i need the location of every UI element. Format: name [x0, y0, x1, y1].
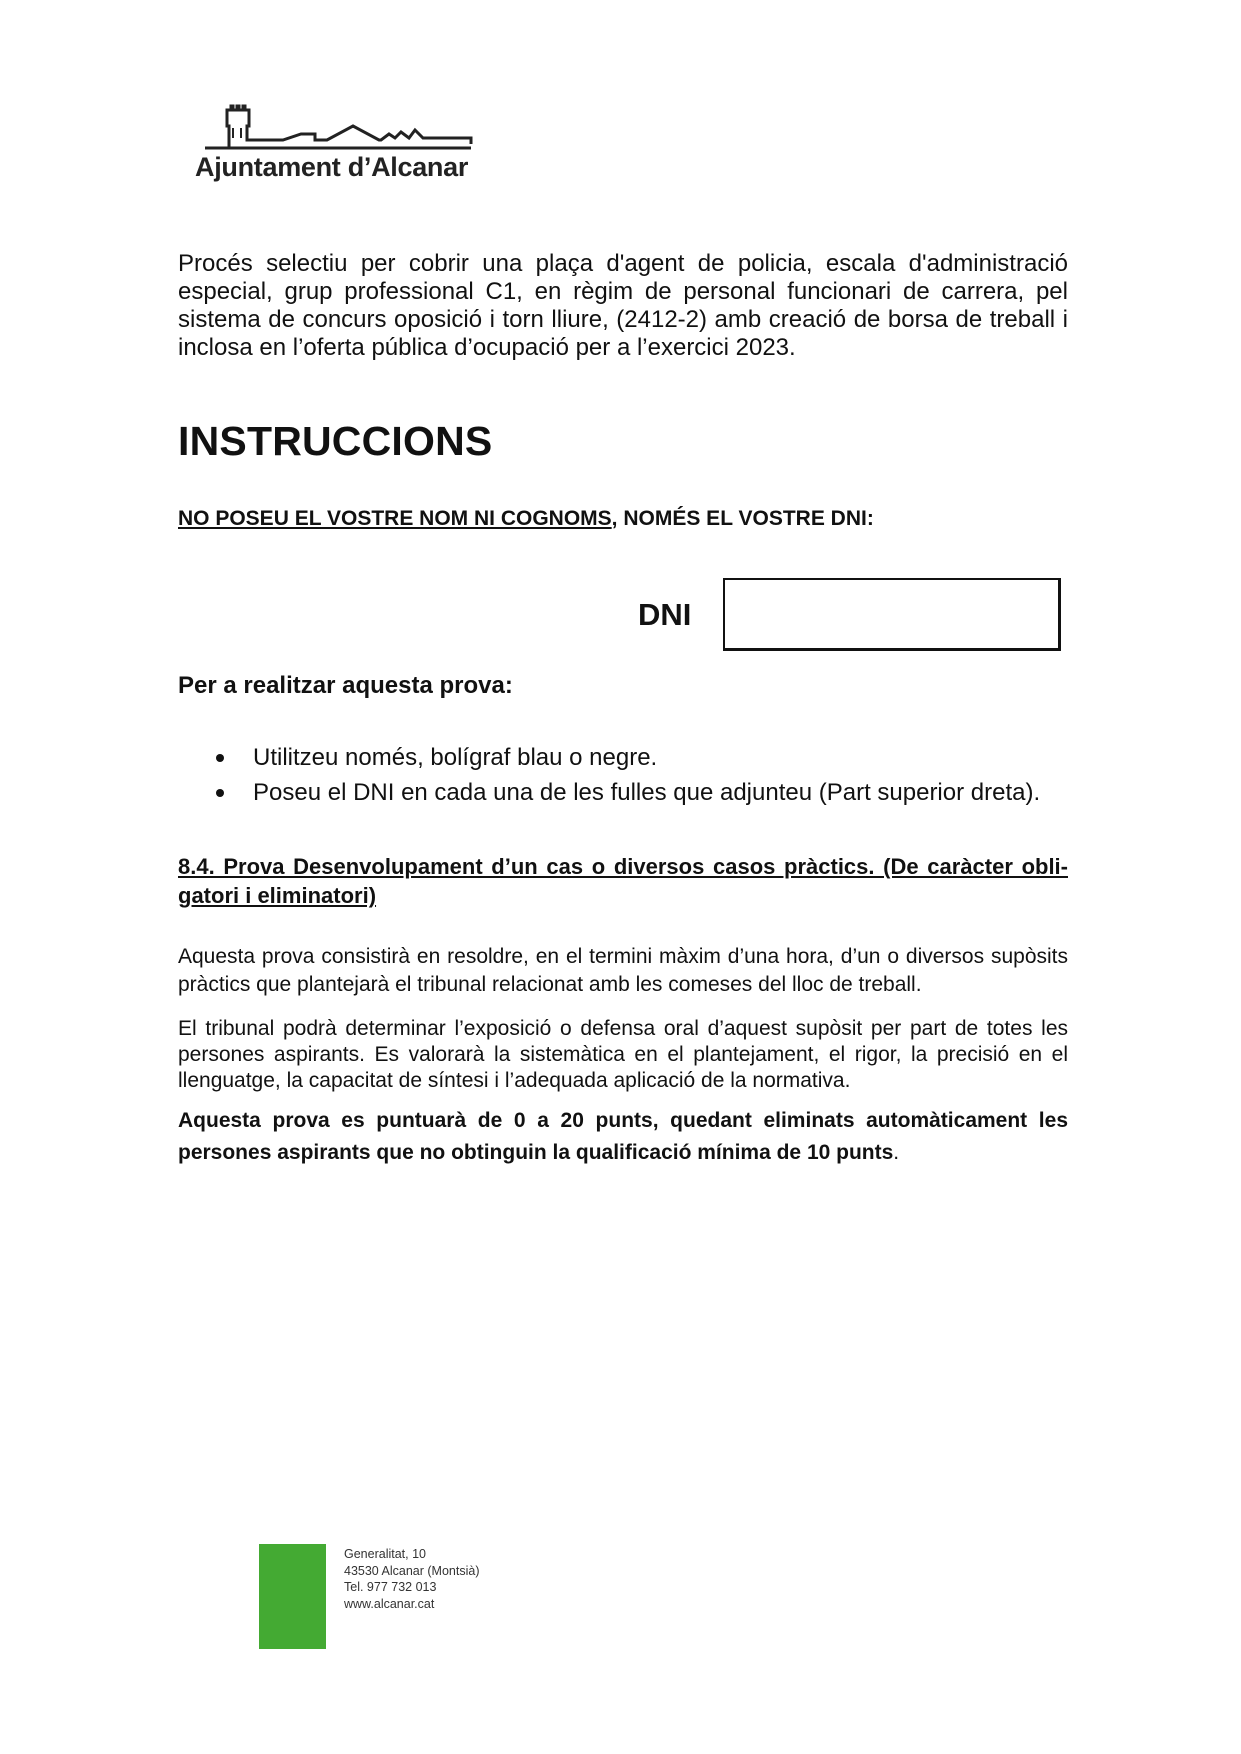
logo-wordmark: Ajuntament d’Alcanar: [195, 152, 469, 182]
identity-warning: [178, 507, 874, 531]
footer-address: [344, 1546, 480, 1612]
identity-warning-rest: , NOMÉS EL VOSTRE DNI:: [611, 507, 874, 530]
municipal-logo: [195, 104, 485, 184]
section-paragraph-1: Aquesta prova consistirà en resoldre, en el termini màxim d’una hora, d’un o diversos supòsits pràctics que plantejarà el tribunal relacionat amb les comeses del lloc de treball.: [178, 945, 1068, 996]
footer-phone: Tel. 977 732 013: [344, 1580, 437, 1594]
footer-green-block: [259, 1544, 326, 1649]
identity-warning-underlined: NO POSEU EL VOSTRE NOM NI COGNOMS: [178, 507, 612, 530]
section-paragraph-2: El tribunal podrà determinar l’exposició o defensa oral d’aquest supòsit per part de totes les persones aspirants. Es valorarà la sistemàtica en el plantejament, el rigor, la precisió en el llenguatge, la capacitat de síntesi i l’adequada aplicació de la normativa.: [178, 1017, 1068, 1092]
scoring-statement: Aquesta prova es puntuarà de 0 a 20 punts, quedant eliminats automàticament les persones aspirants que no obtinguin la qualificació mínima de 10 punts: [178, 1109, 1068, 1164]
footer-street: Generalitat, 10: [344, 1547, 426, 1561]
footer-website: www.alcanar.cat: [344, 1596, 435, 1611]
instruction-list: [178, 740, 1078, 810]
section-paragraph-3: [178, 1105, 1068, 1169]
instructions-heading: INSTRUCCIONS: [178, 418, 493, 464]
list-item: Poseu el DNI en cada una de les fulles que adjunteu (Part superior dreta).: [178, 775, 1078, 810]
scoring-statement-end: .: [893, 1141, 900, 1164]
exam-instructions-subheading: Per a realitzar aquesta prova:: [178, 672, 513, 699]
list-item: Utilitzeu només, bolígraf blau o negre.: [178, 740, 1078, 775]
procedure-description: Procés selectiu per cobrir una plaça d'agent de policia, escala d'administració especial, grup professional C1, en règim de personal funcionari de carrera, pel sistema de concurs oposició i torn lliure, (2412-2) amb creació de borsa de treball i inclosa en l’oferta pública d’ocupació per a l’exercici 2023.: [178, 250, 1068, 361]
dni-label: DNI: [638, 597, 692, 632]
dni-entry-box[interactable]: [723, 578, 1061, 651]
footer-city: 43530 Alcanar (Montsià): [344, 1563, 480, 1578]
section-title: 8.4. Prova Desenvolupament d’un cas o diversos casos pràctics. (De caràcter obli-gatori i eliminatori): [178, 854, 1068, 908]
castle-skyline-icon: [203, 104, 473, 152]
